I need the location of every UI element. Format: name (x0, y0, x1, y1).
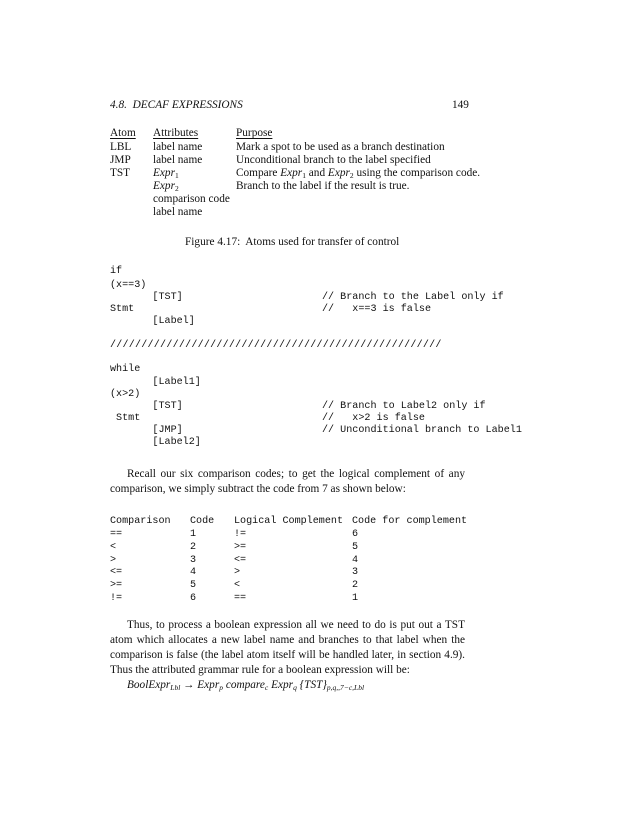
column-header: Logical Complement (234, 516, 344, 527)
grammar-rule: BoolExpr$_{Lbl}$ → Expr$_p$ compare$_c$ Expr$_q$ $\{TST\}_{p,q,,7-c,Lbl}$ (127, 679, 365, 692)
table-cell: != (234, 529, 247, 540)
table-cell: == (234, 593, 247, 604)
table-cell: 1 (352, 593, 359, 604)
table-cell: 2 (352, 580, 359, 592)
code-line: while (110, 364, 141, 375)
separator-line: ///////////////////////////////////////////////////// (110, 340, 442, 351)
attributes-cell: comparison code (153, 193, 230, 205)
attributes-cell: Expr$_1$ (153, 167, 179, 180)
code-line: [TST] // Branch to Label2 only if (110, 401, 486, 412)
atom-cell: TST (110, 167, 131, 179)
table-cell: >= (234, 541, 247, 553)
attributes-cell: label name (153, 206, 203, 218)
attributes-cell: Expr$_2$ (153, 180, 179, 193)
table-cell: 6 (352, 529, 359, 540)
table-cell: < (110, 541, 117, 553)
running-header: 4.8. DECAF EXPRESSIONS (110, 99, 243, 111)
table-cell: 1 (190, 529, 197, 540)
table-cell: > (234, 567, 241, 579)
code-line: Stmt // x==3 is false (110, 304, 432, 315)
table-cell: 4 (352, 554, 359, 566)
column-header: Code for complement (352, 516, 468, 527)
column-header: Comparison (110, 516, 171, 527)
atom-column-header: Atom (110, 127, 136, 139)
table-cell: 6 (190, 593, 197, 604)
purpose-column-header: Purpose (236, 127, 273, 139)
table-cell: 5 (352, 541, 359, 553)
code-line: [Label] (110, 316, 195, 327)
table-cell: 5 (190, 580, 197, 592)
code-line: [TST] // Branch to the Label only if (110, 292, 504, 303)
paragraph: Thus, to process a boolean expression all we need to do is put out a TST atom which allocates a new label name and branches to that label when the comparison is false (the label atom itself will be handled later, in section 4.9). Thus the attributed grammar rule for a boolean expression will be: (110, 619, 465, 676)
table-cell: < (234, 580, 241, 592)
table-cell: 3 (352, 567, 359, 579)
code-line: (x==3) (110, 280, 147, 291)
purpose-cell: Compare Expr$_1$ and Expr$_2$ using the comparison code. (236, 167, 481, 180)
column-header: Code (190, 516, 215, 527)
attributes-cell: label name (153, 154, 203, 166)
table-cell: <= (234, 554, 247, 566)
code-line: (x>2) (110, 389, 141, 400)
code-line: Stmt // x>2 is false (110, 413, 425, 424)
table-cell: >= (110, 580, 123, 592)
code-line: [Label2] (110, 437, 201, 448)
table-cell: 4 (190, 567, 197, 579)
attributes-column-header: Attributes (153, 127, 199, 139)
purpose-cell: Mark a spot to be used as a branch destination (236, 141, 445, 153)
table-cell: 3 (190, 554, 197, 566)
code-line: [JMP] // Unconditional branch to Label1 (110, 425, 522, 436)
attributes-cell: label name (153, 141, 203, 153)
code-line: [Label1] (110, 377, 201, 388)
code-line: if (110, 266, 123, 277)
table-cell: 2 (190, 541, 197, 553)
page-number: 149 (452, 99, 469, 111)
figure-caption: Figure 4.17: Atoms used for transfer of control (185, 236, 400, 248)
atom-cell: LBL (110, 141, 132, 153)
purpose-cell: Branch to the label if the result is true. (236, 180, 410, 192)
atom-cell: JMP (110, 154, 131, 166)
table-cell: <= (110, 567, 123, 579)
table-cell: > (110, 554, 117, 566)
table-cell: != (110, 593, 123, 604)
purpose-cell: Unconditional branch to the label specified (236, 154, 431, 166)
paragraph: Recall our six comparison codes; to get the logical complement of any comparison, we simply subtract the code from 7 as shown below: (110, 468, 465, 495)
table-cell: == (110, 529, 123, 540)
